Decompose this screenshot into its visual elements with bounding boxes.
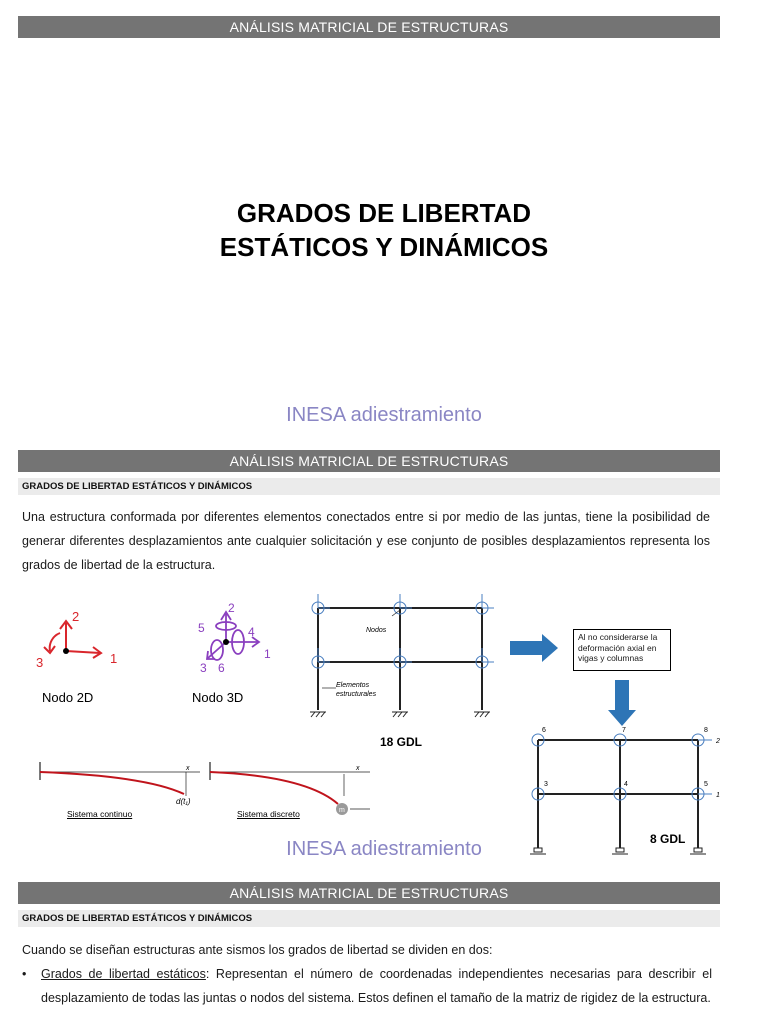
dof-3d-5: 5	[198, 621, 205, 635]
continuous-x-label: x	[186, 765, 190, 772]
mass-label: m	[339, 807, 345, 814]
bullet-dot: •	[22, 967, 27, 981]
section-subtitle: GRADOS DE LIBERTAD ESTÁTICOS Y DINÁMICOS	[18, 910, 720, 927]
node-2d-label: Nodo 2D	[42, 690, 94, 705]
reduced-dof-3: 3	[544, 781, 548, 788]
dof-3: 3	[36, 655, 44, 670]
watermark: INESA adiestramiento	[286, 838, 482, 860]
slide-title-line-1: GRADOS DE LIBERTAD	[236, 198, 532, 228]
reduced-dof-7: 7	[622, 727, 626, 734]
bullet-text	[41, 962, 712, 1010]
dof-1: 1	[110, 651, 118, 666]
section-subtitle: GRADOS DE LIBERTAD ESTÁTICOS Y DINÁMICOS	[18, 478, 720, 495]
header-bar: ANÁLISIS MATRICIAL DE ESTRUCTURAS	[18, 16, 720, 38]
slide-title-line-2: ESTÁTICOS Y DINÁMICOS	[219, 232, 549, 262]
dof-3d-4: 4	[248, 625, 255, 639]
reduced-dof-4: 4	[624, 781, 628, 788]
reduced-dof-6: 6	[542, 727, 546, 734]
frame-18-gdl-diagram	[296, 592, 506, 732]
node-3d-label: Nodo 3D	[192, 690, 244, 705]
dof-3d-2: 2	[228, 601, 235, 615]
reduced-dof-8: 8	[704, 727, 708, 734]
down-arrow-icon	[607, 680, 637, 728]
discrete-system-label: Sistema discreto	[237, 809, 300, 819]
slide3-intro: Cuando se diseñan estructuras ante sismos los grados de libertad se dividen en dos:	[22, 943, 493, 957]
header-bar: ANÁLISIS MATRICIAL DE ESTRUCTURAS	[18, 450, 720, 472]
discrete-x-label: x	[356, 765, 360, 772]
continuous-d-label: d(t₁)	[176, 797, 191, 806]
intro-paragraph: Una estructura conformada por diferentes elementos conectados entre si por medio de las juntas, tiene la posibilidad de generar diferentes desplazamientos ante cualquier solicitación y ese conjunto de posibles desplazamientos representa los grados de libertad de la estructura.	[22, 510, 710, 572]
right-arrow-icon	[508, 634, 560, 662]
dof-3d-3: 3	[200, 661, 207, 675]
node-2d-diagram	[30, 605, 160, 685]
nodos-label: Nodos	[366, 627, 387, 634]
reduced-dof-5: 5	[704, 781, 708, 788]
reduced-dof-1: 1	[716, 792, 720, 799]
estructurales-label: estructurales	[336, 691, 377, 698]
continuous-system-label: Sistema continuo	[67, 809, 133, 819]
watermark: INESA adiestramiento	[286, 404, 482, 426]
bullet-static-dof	[22, 962, 712, 1010]
elementos-label: Elementos	[336, 682, 370, 689]
dof-2: 2	[72, 609, 80, 624]
frame-18-gdl-label: 18 GDL	[380, 735, 423, 749]
node-3d-diagram	[190, 600, 300, 685]
dof-3d-1: 1	[264, 647, 271, 661]
dof-3d-6: 6	[218, 661, 225, 675]
bullet-term: Grados de libertad estáticos	[41, 967, 206, 981]
reduced-dof-2: 2	[716, 738, 720, 745]
note-box: Al no considerarse la deformación axial en vigas y columnas	[573, 629, 671, 671]
frame-8-gdl-label: 8 GDL	[650, 832, 686, 846]
bullet-description: : Representan el número de coordenadas independientes necesarias para describir el desplazamiento de todas las juntas o nodos del sistema. Estos definen el tamaño de la matriz de rigidez de la estructura.	[41, 967, 712, 1005]
header-bar: ANÁLISIS MATRICIAL DE ESTRUCTURAS	[18, 882, 720, 904]
